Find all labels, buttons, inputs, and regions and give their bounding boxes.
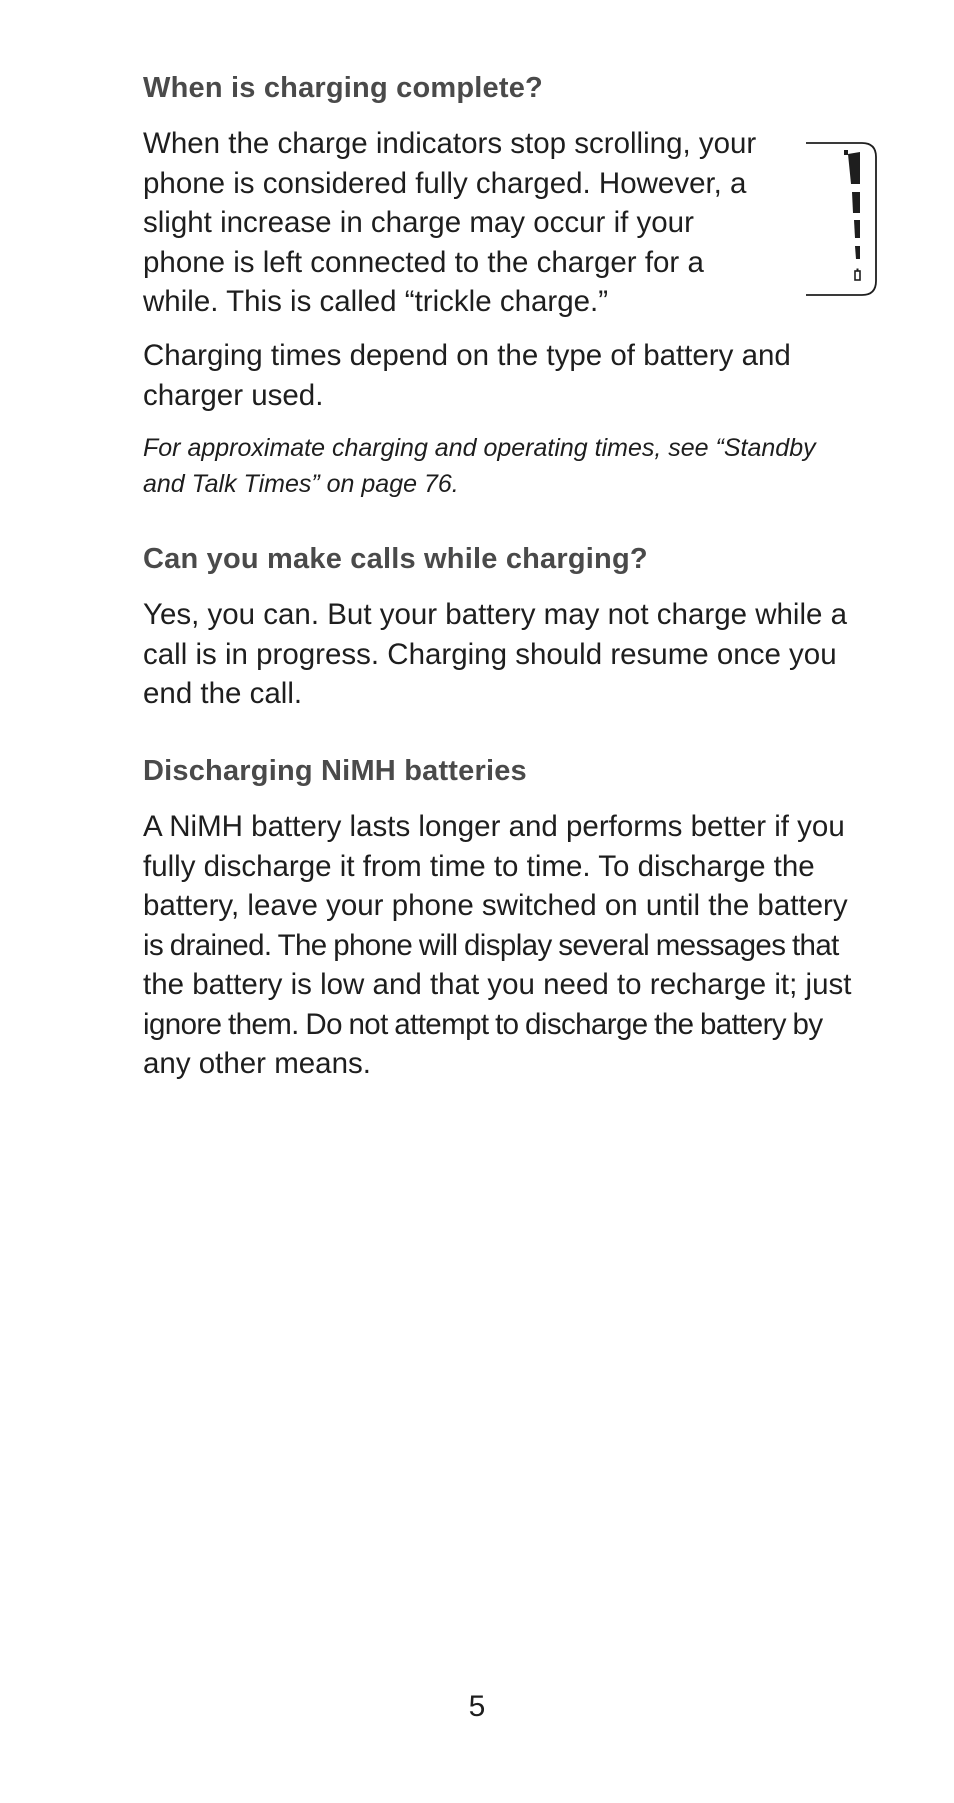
text-line: is drained. The phone will display several messages that: [143, 928, 839, 962]
paragraph-charging-times: [143, 336, 791, 415]
text-line: A NiMH battery lasts longer and performs better if you: [143, 810, 845, 843]
paragraph-calls-while-charging: [143, 595, 847, 714]
text-line: while. This is called “trickle charge.”: [143, 285, 609, 318]
paragraph-discharging-nimh: [143, 807, 851, 1084]
text-line: Charging times depend on the type of battery and: [143, 339, 791, 372]
text-line: When the charge indicators stop scrolling, your: [143, 127, 757, 160]
text-line: any other means.: [143, 1047, 371, 1080]
text-line: slight increase in charge may occur if your: [143, 206, 694, 239]
text-line: fully discharge it from time to time. To discharge the: [143, 849, 815, 883]
text-line: charger used.: [143, 378, 324, 412]
text-line: phone is considered fully charged. However, a: [143, 166, 747, 200]
text-line: For approximate charging and operating times, see “Standby: [143, 434, 816, 462]
page-number: 5: [468, 1690, 486, 1723]
paragraph-charge-indicators: [143, 124, 783, 322]
text-line: the battery is low and that you need to recharge it; just: [143, 968, 852, 1001]
paragraph-standby-reference: [143, 430, 816, 502]
heading-calls-while-charging: Can you make calls while charging?: [143, 543, 648, 575]
heading-discharging-nimh: Discharging NiMH batteries: [143, 755, 527, 787]
heading-charging-complete: When is charging complete?: [143, 72, 543, 104]
text-line: battery, leave your phone switched on until the battery: [143, 889, 848, 922]
battery-level-indicator-icon: [804, 140, 880, 303]
text-line: call is in progress. Charging should resume once you: [143, 637, 837, 671]
text-line: Yes, you can. But your battery may not charge while a: [143, 598, 848, 631]
text-line: end the call.: [143, 677, 303, 710]
text-line: and Talk Times” on page 76.: [143, 470, 459, 498]
text-line: phone is left connected to the charger for a: [143, 245, 704, 279]
text-line: ignore them. Do not attempt to discharge the battery by: [143, 1007, 823, 1041]
